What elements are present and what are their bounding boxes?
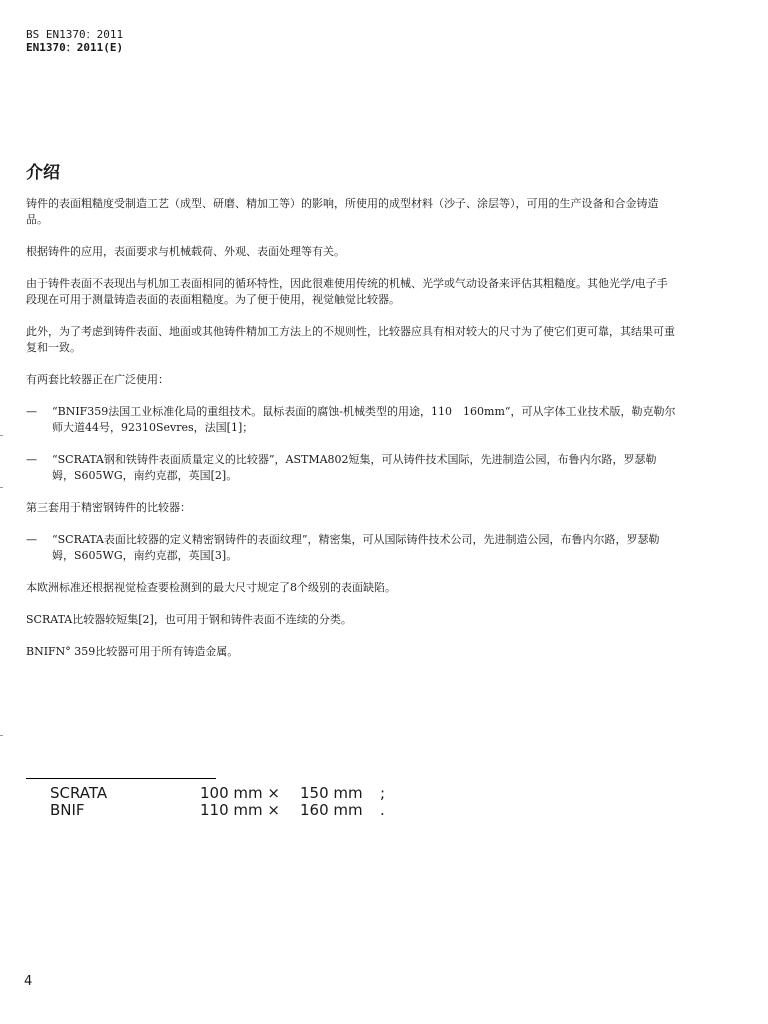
list-item-text: “SCRATA表面比较器的定义精密钢铸件的表面纹理”，精密集，可从国际铸件技术公司，先进制造公园，布鲁内尔路，罗瑟勒姆，S605WG，南约克郡，英国[3]。 bbox=[52, 533, 660, 562]
paragraph: 此外，为了考虑到铸件表面、地面或其他铸件精加工方法上的不规则性，比较器应具有相对较大的尺寸为了使它们更可靠，其结果可重复和一致。 bbox=[26, 325, 675, 354]
footnote-dim1: 100 mm × bbox=[200, 784, 280, 802]
footnote-dim2: 160 mm bbox=[300, 801, 363, 819]
section-title: 介绍 bbox=[26, 163, 60, 183]
list-item bbox=[26, 452, 678, 484]
standard-code-en: EN1370：2011(E) bbox=[26, 41, 124, 54]
paragraph: 由于铸件表面不表现出与机加工表面相同的循环特性，因此很难使用传统的机械、光学或气动设备来评估其粗糙度。其他光学/电子手段现在可用于测量铸造表面的表面粗糙度。为了便于使用，视觉触觉比较器。 bbox=[26, 277, 668, 306]
list-item bbox=[26, 532, 678, 564]
footnotes bbox=[26, 778, 400, 819]
scan-edge-mark bbox=[0, 432, 4, 440]
footnote-rule bbox=[26, 778, 216, 779]
list-item bbox=[26, 404, 678, 436]
footnote-dim1: 110 mm × bbox=[200, 801, 280, 819]
footnote-name: SCRATA bbox=[50, 784, 108, 802]
footnote-row bbox=[50, 785, 400, 802]
paragraph: SCRATA比较器较短集[2]，也可用于钢和铸件表面不连续的分类。 bbox=[26, 613, 352, 626]
paragraph: 第三套用于精密钢铸件的比较器： bbox=[26, 501, 191, 514]
paragraph: 根据铸件的应用，表面要求与机械载荷、外观、表面处理等有关。 bbox=[26, 245, 345, 258]
footnote-row bbox=[50, 802, 400, 819]
scan-edge-mark bbox=[0, 732, 4, 740]
list-dash: — bbox=[26, 533, 37, 546]
paragraph: 铸件的表面粗糙度受制造工艺（成型、研磨、精加工等）的影响，所使用的成型材料（沙子、涂层等），可用的生产设备和合金铸造品。 bbox=[26, 197, 659, 226]
list-dash: — bbox=[26, 405, 37, 418]
footnote-dim2: 150 mm bbox=[300, 784, 363, 802]
body-text bbox=[26, 196, 678, 676]
list-item-text: “SCRATA钢和铁铸件表面质量定义的比较器”，ASTMA802短集，可从铸件技术国际，先进制造公园，布鲁内尔路，罗瑟勒姆，S605WG，南约克郡，英国[2]。 bbox=[52, 453, 657, 482]
scan-edge-mark bbox=[0, 484, 4, 492]
page-number: 4 bbox=[24, 974, 33, 989]
footnote-end: . bbox=[380, 801, 385, 819]
list-item-text: “BNIF359法国工业标准化局的重组技术。鼠标表面的腐蚀-机械类型的用途，110 160mm“，可从字体工业技术版，勒克勒尔师大道44号，92310Sevres，法国[1]； bbox=[52, 405, 676, 434]
footnote-end: ; bbox=[380, 784, 386, 802]
paragraph: 有两套比较器正在广泛使用： bbox=[26, 373, 169, 386]
paragraph: 本欧洲标准还根据视觉检查要检测到的最大尺寸规定了8个级别的表面缺陷。 bbox=[26, 581, 396, 594]
list-dash: — bbox=[26, 453, 37, 466]
standard-code-bs: BS EN1370：2011 bbox=[26, 28, 124, 41]
footnote-name: BNIF bbox=[50, 801, 85, 819]
paragraph: BNIFN° 359比较器可用于所有铸造金属。 bbox=[26, 645, 239, 658]
document-header bbox=[26, 28, 123, 54]
